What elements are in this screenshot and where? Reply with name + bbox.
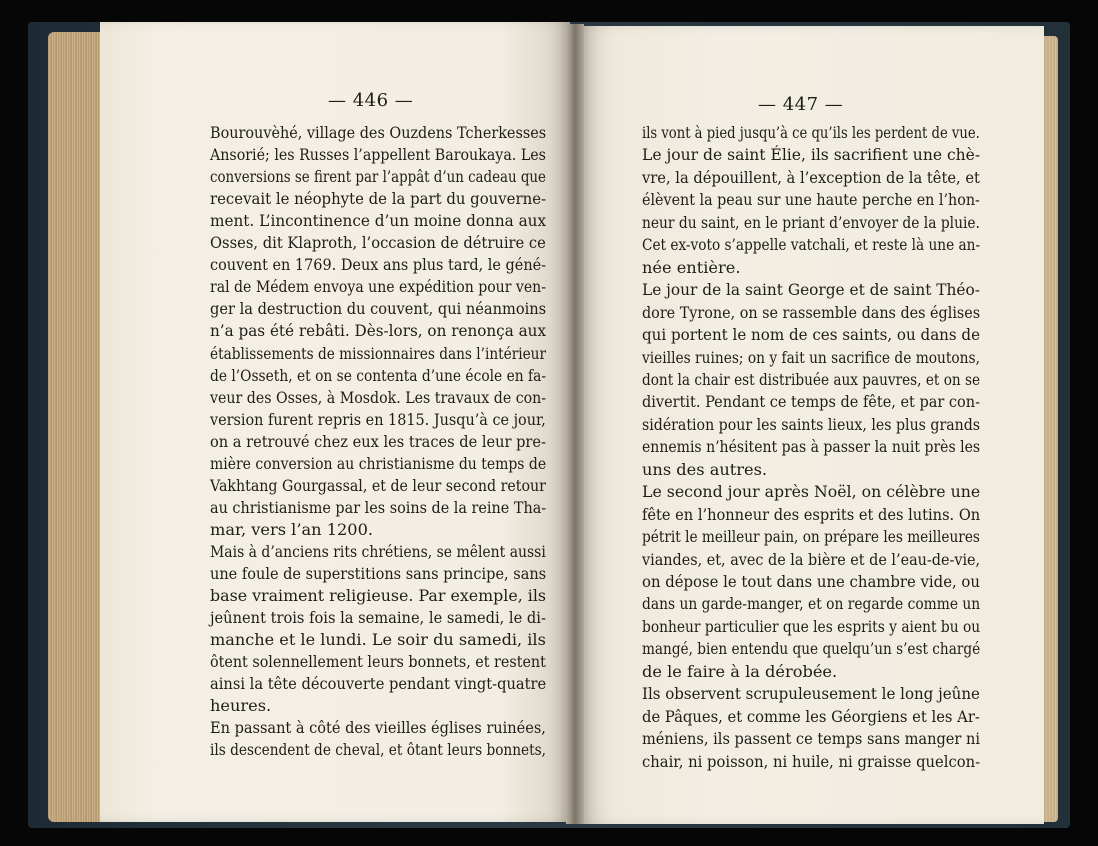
text-line: ils vont à pied jusqu’à ce qu’ils les perdent de vue. [642, 123, 980, 142]
text-line: heures. [210, 696, 272, 716]
text-line: manche et le lundi. Le soir du samedi, ils [210, 630, 546, 650]
text-line: Bourouvèhé, village des Ouzdens Tcherkesses [210, 123, 547, 142]
text-line: n’a pas été rebâti. Dès-lors, on renonça aux [210, 321, 547, 341]
text-line: vre, la dépouillent, à l’exception de la tête, et [642, 167, 980, 187]
text-line: Le jour de la saint George et de saint Théo- [642, 280, 980, 300]
text-line: veur des Osses, à Mosdok. Les travaux de con- [210, 387, 547, 407]
text-line: de l’Osseth, et on se contenta d’une école en fa- [210, 365, 547, 385]
text-line: Ils observent scrupuleusement le long jeûne [642, 684, 980, 704]
text-line: de le faire à la dérobée. [642, 661, 838, 681]
text-line: Cet ex-voto s’appelle vatchali, et reste là une an- [642, 235, 981, 255]
text-line: ral de Médem envoya une expédition pour ven- [210, 277, 546, 297]
text-line: on a retrouvé chez eux les traces de leur pre- [210, 431, 546, 451]
right-page [578, 26, 1044, 824]
text-line: mière conversion au christianisme du temps de [210, 453, 547, 473]
text-line: ôtent solennellement leurs bonnets, et restent [210, 652, 546, 672]
text-line: Ansorié; les Russes l’appellent Baroukaya. Les [210, 145, 546, 165]
text-line: uns des autres. [642, 459, 768, 479]
text-line: conversions se firent par l’appât d’un cadeau que [210, 167, 546, 187]
text-line: ennemis n’hésitent pas à passer la nuit près les [642, 437, 981, 457]
text-line: Osses, dit Klaproth, l’occasion de détruire ce [210, 233, 546, 253]
text-line: au christianisme par les soins de la reine Tha- [210, 497, 547, 517]
left-page [100, 22, 570, 822]
text-line: recevait le néophyte de la part du gouverne- [210, 189, 547, 209]
text-line: divertit. Pendant ce temps de fête, et par con- [642, 392, 981, 412]
left-page-number: — 446 — [328, 90, 414, 111]
text-line: mar, vers l’an 1200. [210, 519, 374, 539]
text-line: établissements de missionnaires dans l’intérieur [210, 343, 547, 363]
text-line: élèvent la peau sur une haute perche en l’hon- [642, 190, 980, 210]
right-page-number: — 447 — [758, 94, 844, 115]
text-line: bonheur particulier que les esprits y aient bu ou [642, 616, 981, 636]
text-line: née entière. [642, 257, 741, 277]
text-line: neur du saint, en le priant d’envoyer de la pluie. [642, 212, 980, 232]
text-line: une foule de superstitions sans principe, sans [210, 564, 547, 583]
book-gutter [566, 24, 584, 824]
text-line: ger la destruction du couvent, qui néanmoins [210, 299, 547, 319]
text-line: dont la chair est distribuée aux pauvres, et on se [642, 369, 981, 389]
text-line: chair, ni poisson, ni huile, ni graisse quelcon- [642, 751, 981, 771]
text-line: méniens, ils passent ce temps sans manger ni [642, 729, 980, 749]
text-line: ils descendent de cheval, et ôtant leurs bonnets, [210, 740, 547, 760]
text-line: fête en l’honneur des esprits et des lutins. On [642, 504, 981, 524]
text-line: viandes, et, avec de la bière et de l’eau-de-vie, [642, 549, 981, 569]
text-line: vieilles ruines; on y fait un sacrifice de moutons, [642, 347, 980, 367]
text-line: couvent en 1769. Deux ans plus tard, le géné- [210, 255, 547, 275]
text-line: pétrit le meilleur pain, on prépare les meilleures [642, 527, 980, 547]
text-line: base vraiment religieuse. Par exemple, ils [210, 586, 547, 606]
text-line: qui portent le nom de ces saints, ou dans de [642, 325, 981, 345]
text-line: mangé, bien entendu que quelqu’un s’est chargé [642, 639, 981, 659]
text-line: dore Tyrone, on se rassemble dans des églises [642, 302, 981, 322]
text-line: Le jour de saint Élie, ils sacrifient une chè- [642, 145, 981, 165]
text-line: jeûnent trois fois la semaine, le samedi, le di- [210, 608, 546, 628]
text-line: version furent repris en 1815. Jusqu’à ce jour, [210, 409, 546, 429]
text-line: En passant à côté des vieilles églises ruinées, [210, 718, 546, 738]
page-edges-left [48, 32, 106, 822]
text-line: ment. L’incontinence d’un moine donna aux [210, 211, 547, 231]
text-line: de Pâques, et comme les Géorgiens et les Ar- [642, 706, 980, 726]
text-line: ainsi la tête découverte pendant vingt-quatre [210, 674, 547, 694]
text-line: sidération pour les saints lieux, les plus grands [642, 414, 981, 434]
text-line: Mais à d’anciens rits chrétiens, se mêlent aussi [210, 541, 546, 561]
text-line: Le second jour après Noël, on célèbre une [642, 482, 981, 502]
text-line: Vakhtang Gourgassal, et de leur second retour [210, 475, 546, 495]
text-line: dans un garde-manger, et on regarde comme un [642, 594, 981, 614]
text-line: on dépose le tout dans une chambre vide, ou [642, 572, 980, 591]
